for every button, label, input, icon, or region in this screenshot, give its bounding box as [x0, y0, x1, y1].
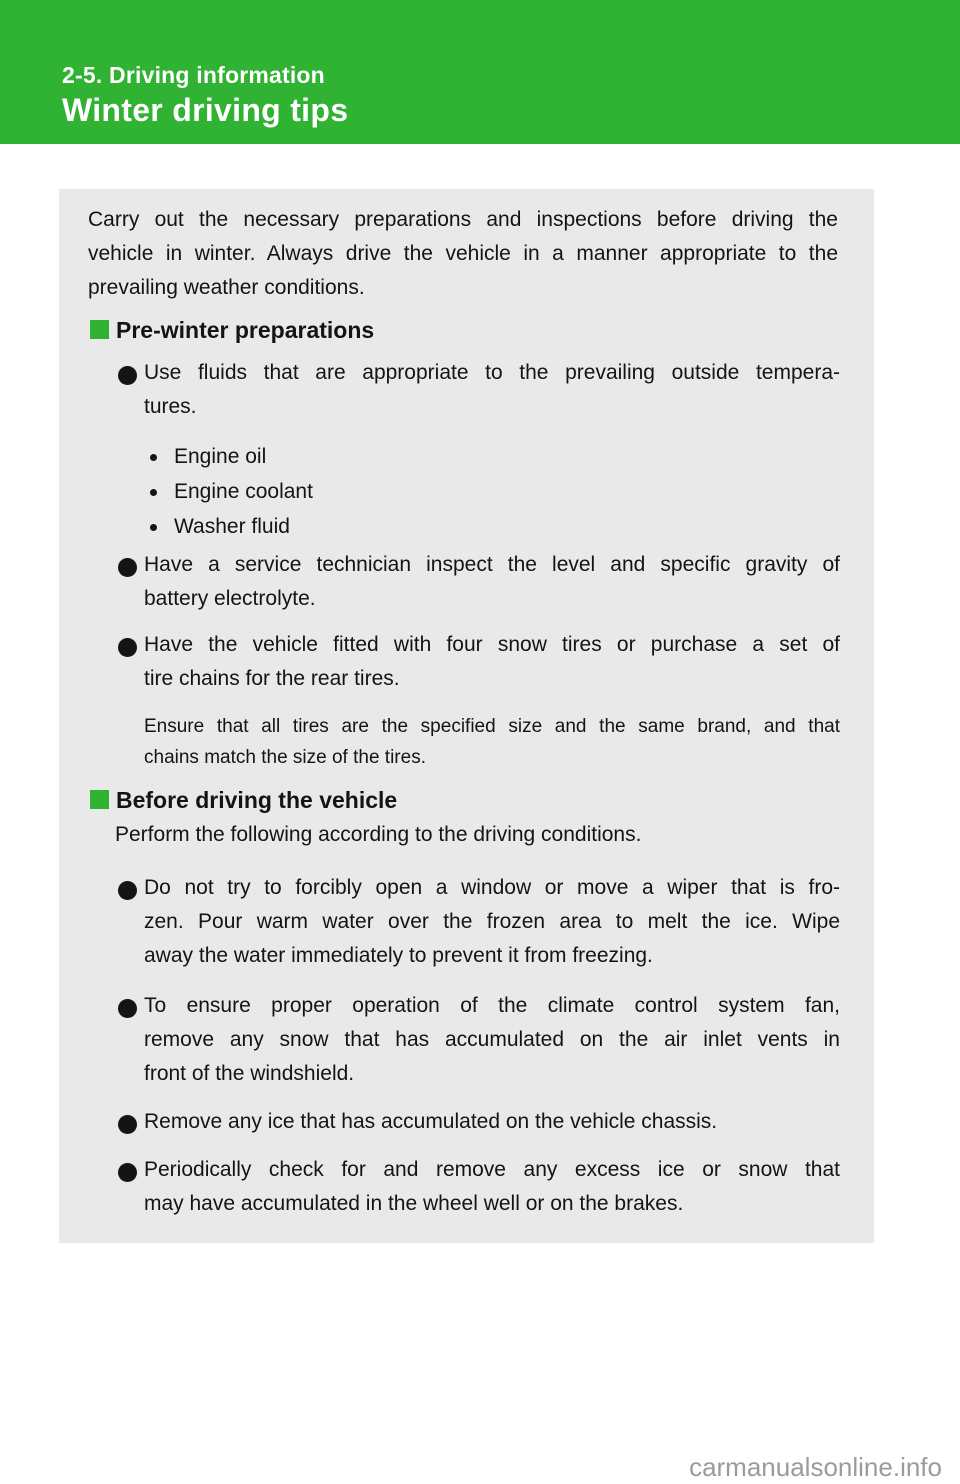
intro-line: vehicle in winter. Always drive the vehicle in a manner appropriate to the	[88, 242, 838, 265]
list-item	[118, 989, 840, 1091]
disc-bullet-icon	[118, 1163, 137, 1182]
section-label: 2-5. Driving information	[62, 62, 325, 88]
disc-bullet-icon	[118, 558, 137, 577]
item-line: may have accumulated in the wheel well or on the brakes.	[144, 1192, 684, 1215]
disc-bullet-icon	[118, 1115, 137, 1134]
sub-item-label: Engine oil	[174, 445, 267, 468]
sub-list	[148, 439, 548, 544]
square-bullet-icon	[90, 790, 109, 809]
note-line: chains match the size of the tires.	[144, 747, 426, 768]
item-line: tures.	[144, 395, 197, 418]
dot-bullet-icon	[150, 454, 157, 461]
list-item	[118, 548, 840, 616]
list-item	[118, 356, 840, 424]
content-box	[59, 189, 874, 1243]
item-line: Use fluids that are appropriate to the prevailing outside tempera-	[144, 361, 840, 384]
item-line: Have a service technician inspect the level and specific gravity of	[144, 553, 840, 576]
item-line: away the water immediately to prevent it from freezing.	[144, 944, 653, 967]
item-line: Remove any ice that has accumulated on the vehicle chassis.	[144, 1110, 718, 1133]
section-heading-text: Before driving the vehicle	[116, 787, 398, 813]
item-line: front of the windshield.	[144, 1062, 355, 1085]
sub-list-item	[148, 509, 548, 544]
list-item	[118, 871, 840, 973]
disc-bullet-icon	[118, 999, 137, 1018]
item-line: Do not try to forcibly open a window or move a wiper that is fro-	[144, 876, 840, 899]
note-line: Ensure that all tires are the specified size and the same brand, and that	[144, 716, 840, 737]
note-paragraph	[144, 711, 840, 773]
intro-line: Carry out the necessary preparations and inspections before driving the	[88, 208, 838, 231]
section-heading-before-driving	[90, 783, 397, 817]
section-intro-line	[115, 818, 840, 852]
square-bullet-icon	[90, 320, 109, 339]
item-line: zen. Pour warm water over the frozen area to melt the ice. Wipe	[144, 910, 840, 933]
section-heading-pre-winter	[90, 313, 374, 347]
disc-bullet-icon	[118, 366, 137, 385]
list-item	[118, 628, 840, 696]
intro-line: prevailing weather conditions.	[88, 276, 365, 299]
dot-bullet-icon	[150, 524, 157, 531]
disc-bullet-icon	[118, 881, 137, 900]
dot-bullet-icon	[150, 489, 157, 496]
sub-list-item	[148, 439, 548, 474]
list-item	[118, 1105, 840, 1139]
page-header	[0, 0, 960, 144]
sub-list-item	[148, 474, 548, 509]
watermark: carmanualsonline.info	[689, 1452, 942, 1482]
item-line: Have the vehicle fitted with four snow tires or purchase a set of	[144, 633, 840, 656]
item-line: tire chains for the rear tires.	[144, 667, 400, 690]
intro-paragraph	[88, 203, 838, 305]
disc-bullet-icon	[118, 638, 137, 657]
sub-item-label: Engine coolant	[174, 480, 313, 503]
section-heading-text: Pre-winter preparations	[116, 317, 375, 343]
item-line: To ensure proper operation of the climate control system fan,	[144, 994, 840, 1017]
sub-item-label: Washer fluid	[174, 515, 290, 538]
item-line: remove any snow that has accumulated on the air inlet vents in	[144, 1028, 840, 1051]
item-line: Periodically check for and remove any excess ice or snow that	[144, 1158, 840, 1181]
section-intro-text: Perform the following according to the driving conditions.	[115, 823, 642, 846]
page-title: Winter driving tips	[62, 92, 349, 128]
item-line: battery electrolyte.	[144, 587, 316, 610]
list-item	[118, 1153, 840, 1221]
